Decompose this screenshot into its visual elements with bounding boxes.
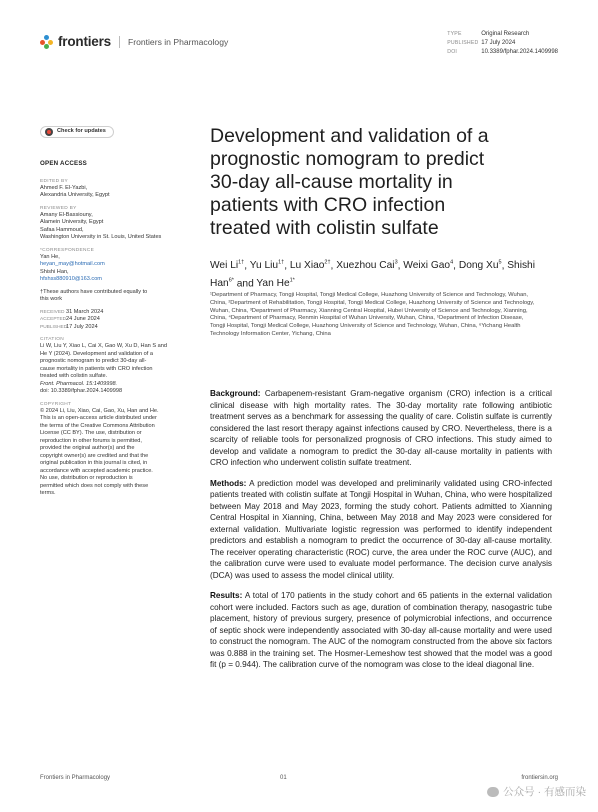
correspondence-label: *CORRESPONDENCE	[40, 247, 95, 253]
accepted-label: ACCEPTED	[40, 317, 67, 322]
reviewer-affil: Washington University in St. Louis, United States	[40, 234, 162, 240]
note-line: †These authors have contributed equally to	[40, 288, 148, 295]
citation-line: Li W, Liu Y, Xiao L, Cai X, Gao W, Xu D, Han S and	[40, 343, 167, 349]
correspondence	[40, 247, 190, 284]
abstract-methods	[210, 478, 552, 582]
background-heading: Background:	[210, 389, 261, 398]
editor-affil: Alexandria University, Egypt	[40, 192, 110, 198]
dates	[40, 309, 190, 332]
methods-heading: Methods:	[210, 478, 247, 488]
watermark-text: 公众号 · 有感而染	[503, 786, 586, 798]
page-number: 01	[280, 775, 287, 781]
citation-line: cause mortality in patients with CRO infection	[40, 365, 153, 372]
watermark	[487, 784, 586, 799]
author[interactable]: Shishi Han$^{6*}$	[210, 260, 535, 290]
copyright	[40, 401, 190, 498]
check-updates-label: Check for updates	[57, 128, 106, 135]
copyright-label: COPYRIGHT	[40, 401, 72, 407]
author[interactable]: Lu Xiao$^{2\dagger}$	[289, 260, 331, 272]
footer-journal: Frontiers in Pharmacology	[40, 775, 111, 781]
citation-line: prognostic nomogram to predict 30-day all-	[40, 358, 147, 364]
corr-name: Shishi Han,	[40, 268, 69, 275]
copyright-line: the terms of the Creative Commons Attribution	[40, 422, 155, 429]
author[interactable]: Yan $He^{1*}$	[256, 277, 295, 290]
doi-value[interactable]: 10.3389/fphar.2024.1409998	[481, 49, 558, 55]
abstract	[210, 388, 552, 680]
sidebar	[40, 126, 190, 503]
article-title	[210, 125, 540, 240]
accepted-date: 24 June 2024	[66, 316, 100, 322]
open-access-label: OPEN ACCESS	[40, 160, 88, 167]
published-value: 17 July 2024	[481, 40, 516, 46]
citation-line: Front. Pharmacol. 15:1409998.	[40, 380, 118, 387]
page-header	[40, 31, 558, 56]
published-date: 17 July 2024	[66, 323, 98, 330]
citation	[40, 336, 190, 396]
edited-by	[40, 178, 190, 200]
citation-line: treated with colistin sulfate.	[40, 373, 108, 379]
title-line: prognostic nomogram to predict	[210, 148, 485, 170]
reviewed-by-label: REVIEWED BY	[40, 205, 77, 211]
copyright-line: terms.	[40, 490, 56, 496]
crossmark-icon	[45, 128, 53, 136]
citation-line: He Y (2024). Development and validation of a	[40, 350, 153, 357]
check-updates-button[interactable]	[40, 126, 114, 138]
copyright-line: copyright owner(s) are credited and that the	[40, 452, 149, 459]
type-label: TYPE	[447, 31, 462, 37]
article-meta	[447, 30, 558, 57]
abstract-background	[210, 388, 552, 469]
equal-contribution-note	[40, 289, 190, 304]
results-text: A total of 170 patients in the study cohort and 65 patients in the external validation cohort were included. Factors such as age, duration of combination therapy, nasogastric tube placement, history of previous surgery, presence of polymicrobial infections, and occurrence of septic shock were independently associated with 30-day all-cause mortality and were used to construct the nomogram. The AUC of the nomogram constructed from the above six factors was 0.888 in the training set. The Hosmer-Lemeshow test showed that the model was a good fit (p = 0.944). The calibration curve of the nomogram was close to the ideal diagonal line.	[210, 591, 552, 669]
editor-name: Ahmed F. El-Yazbi,	[40, 184, 88, 191]
background-text: Carbapenem-resistant Gram-negative organism (CRO) infection is a critical clinical disease with high mortality rates. The 30-day mortality rate following antibiotic treatment serves as a benchmark for assessing the quality of care. Colistin sulfate is currently considered the last resort therapy against infections caused by CRO. Nevertheless, there is a scarcity of reliable tools for personalized prognosis of CRO infections. This study aimed to develop and validate a nomogram to predict the 30-day all-cause mortality in patients with CRO infection who underwent colistin sulfate treatment.	[210, 389, 552, 467]
author[interactable]: Yu Liu$^{1\dagger}$	[249, 260, 285, 272]
corr-email[interactable]: hfshss880910@163.com	[40, 276, 102, 282]
copyright-line: original publication in this journal is cited, in	[40, 460, 148, 466]
reviewer-name: Amany El-Bassiouny,	[40, 211, 93, 218]
copyright-line: accordance with accepted academic practice.	[40, 467, 153, 474]
copyright-line: License (CC BY). The use, distribution or	[40, 430, 142, 436]
copyright-line: No use, distribution or reproduction is	[40, 475, 133, 481]
copyright-line: permitted which does not comply with these	[40, 482, 149, 489]
citation-label: CITATION	[40, 337, 65, 342]
reviewed-by	[40, 205, 190, 242]
journal-name: Frontiers in Pharmacology	[127, 36, 229, 47]
copyright-line: reproduction in other forums is permitted,	[40, 437, 142, 444]
title-line: patients with CRO infection	[210, 194, 446, 216]
received-label: RECEIVED	[40, 309, 65, 315]
title-line: Development and validation of a	[210, 125, 489, 147]
title-line: 30-day all-cause mortality in	[210, 171, 453, 193]
title-line: treated with colistin sulfate	[210, 217, 439, 239]
author[interactable]: Xuezhou Cai$^3$	[336, 260, 398, 272]
edited-by-label: EDITED BY	[40, 178, 69, 184]
published-label: PUBLISHED	[40, 324, 68, 330]
reviewer-name: Safaa Hammoud,	[40, 226, 84, 233]
corr-email[interactable]: heyan_may@hotmail.com	[40, 261, 105, 267]
reviewer-affil: Alamein University, Egypt	[40, 219, 104, 225]
journal-logo[interactable]	[40, 34, 228, 49]
brand-name: frontiers	[58, 34, 111, 49]
abstract-results	[210, 590, 552, 671]
wechat-icon	[487, 787, 499, 797]
author[interactable]: Dong Xu$^5$	[458, 260, 502, 272]
affiliations: ¹Department of Pharmacy, Tongji Hospital, Tongji Medical College, Huazhong University of Science and Technology, Wuhan, China, ²Department of Rehabilitation, Tongji Hospital, Tongji Medical College, Huazhong University of Science and Technology, Wuhan, China, ³Department of Pharmacy, Xianning Central Hospital, Hubei University of Science and Technology, Xianning, China, ⁴Department of Pharmacy, Renmin Hospital of Wuhan University, Wuhan, China, ⁵Department of Infection Disease, Tongji Hospital, Tongji Medical College, Huazhong University of Science and Technology, Wuhan, China, ⁶Yichang Health Technology Information Center, Yichang, China	[210, 292, 535, 337]
author-list: Wei $Li^{1\dagger}$, Yu Liu$^{1\dagger}$, Lu Xiao$^{2\dagger}$, Xuezhou Cai$^3$, Weixi Gao$^4$, Dong Xu$^5$, Shishi Han$^{6*}$ and Yan $He^{1*}$	[210, 260, 535, 290]
author[interactable]: Wei $Li^{1\dagger}$	[210, 260, 245, 272]
footer-site-link[interactable]: frontiersin.org	[521, 775, 558, 781]
author[interactable]: Weixi Gao$^4$	[403, 260, 454, 272]
corr-name: Yan He,	[40, 253, 60, 260]
copyright-line: provided the original author(s) and the	[40, 445, 135, 451]
methods-text: A prediction model was developed and preliminarily validated using CRO-infected patients treated with colistin sulfate at Tongji Hospital in Wuhan, China, who were hospitalized between May 2018 and May 2023, forming the study cohort. Patients admitted to Xianning Central Hospital in Xianning, China, between May 2018 and May 2023 were considered for external validation. Multivariate logistic regression was performed to identify independent predictors and establish a nomogram to predict the occurrence of 30-day all-cause mortality. The receiver operating characteristic (ROC) curve, the area under the ROC curve (AUC), and the calibration curve were used to evaluate model performance. The decision curve analysis (DCA) was used to assess the model clinical utility.	[210, 478, 552, 580]
doi-label: DOI	[447, 49, 458, 55]
type-value: Original Research	[481, 31, 530, 37]
published-label: PUBLISHED	[447, 40, 479, 46]
citation-doi[interactable]: doi: 10.3389/fphar.2024.1409998	[40, 388, 123, 394]
copyright-line: © 2024 Li, Liu, Xiao, Cai, Gao, Xu, Han and He.	[40, 407, 159, 414]
received-date: 31 March 2024	[66, 308, 104, 315]
copyright-line: This is an open-access article distributed under	[40, 415, 157, 421]
note-line: this work	[40, 296, 63, 302]
results-heading: Results:	[210, 591, 243, 600]
frontiers-logo-icon	[40, 35, 54, 49]
header-divider	[119, 36, 120, 48]
